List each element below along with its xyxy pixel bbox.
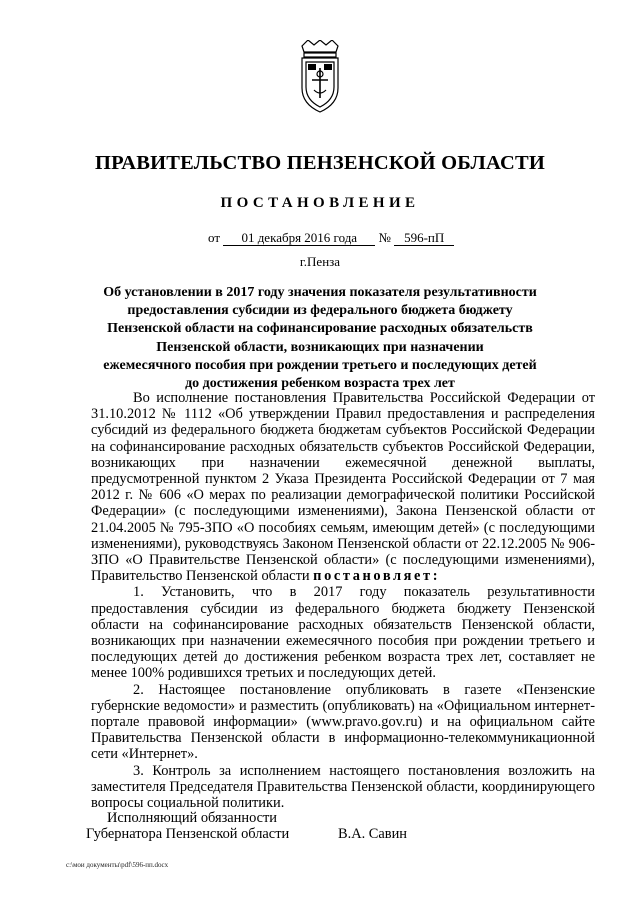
item-1-paragraph: 1. Установить, что в 2017 году показатель результативности предоставления субсидии из федерального бюджета бюджету Пензенской области на софинансирование расходных обязательств Пензенской области, возникающих при назначении ежемесячного пособия при рождении третьего и последующих детей до достижения ребенком возраста трех лет, составляет не менее 100% родившихся третьих и последующих детей. (91, 584, 595, 682)
subject-line: ежемесячного пособия при рождении третьего и последующих детей (103, 357, 537, 373)
subject-line: предоставления субсидии из федерального бюджета бюджету (127, 303, 513, 319)
penza-coat-of-arms-icon (296, 40, 344, 114)
item-2-paragraph: 2. Настоящее постановление опубликовать в газете «Пензенские губернские ведомости» и разместить (опубликовать) на «Официальном интернет-портале правовой информации» (www.pravo.gov.ru) и на официальном сайте Правительства Пензенской области в информационно-телекоммуникационной сети «Интернет». (91, 681, 595, 763)
preamble-text: Во исполнение постановления Правительства Российской Федерации от 31.10.2012 № 1112 «Об утверждении Правил предоставления и распределения субсидий из федерального бюджета бюджетам субъектов Российской Федерации на софинансирование расходных обязательств субъектов Российской Федерации, возникающих при назначении ежемесячной денежной выплаты, предусмотренной пунктом 2 Указа Президента Российской Федерации от 7 мая 2012 г. № 606 «О мерах по реализации демографической политики Российской Федерации» (с последующими изменениями), Закона Пензенской области от 21.04.2005 № 795-ЗПО «О пособиях семьям, имеющим детей» (с последующими изменениями), руководствуясь Законом Пензенской области от 22.12.2005 № 906-ЗПО «О Правительстве Пензенской области» (с последующими изменениями), Правительство Пензенской области (91, 390, 595, 585)
document-body (91, 390, 595, 811)
signature-position: Исполняющий обязанности (107, 810, 278, 826)
city: г.Пенза (299, 254, 341, 269)
date-prefix: от (208, 230, 221, 245)
document-number: 596-пП (394, 230, 454, 246)
document-date: 01 декабря 2016 года (223, 230, 375, 246)
decree-word: постановляет: (313, 568, 441, 585)
signature-position-2: Губернатора Пензенской области (86, 826, 290, 842)
subject-line: Пензенской области, возникающих при назначении (156, 339, 484, 355)
document-subject (90, 284, 550, 393)
file-path-footer: c:\мои документы\pdf\596-пп.docx (66, 861, 169, 869)
preamble-paragraph (91, 390, 595, 584)
signatory-name: В.А. Савин (338, 826, 407, 842)
document-type: ПОСТАНОВЛЕНИЕ (220, 195, 420, 211)
date-number-line (208, 230, 454, 246)
government-title: ПРАВИТЕЛЬСТВО ПЕНЗЕНСКОЙ ОБЛАСТИ (95, 152, 545, 174)
subject-line: Пензенской области на софинансирование расходных обязательств (107, 321, 533, 337)
number-prefix: № (378, 230, 391, 245)
item-3-paragraph: 3. Контроль за исполнением настоящего постановления возложить на заместителя Председателя Правительства Пензенской области, координирующего вопросы социальной политики. (91, 762, 595, 812)
subject-line: Об установлении в 2017 году значения показателя результативности (103, 285, 537, 300)
subject-line: до достижения ребенком возраста трех лет (185, 376, 455, 392)
